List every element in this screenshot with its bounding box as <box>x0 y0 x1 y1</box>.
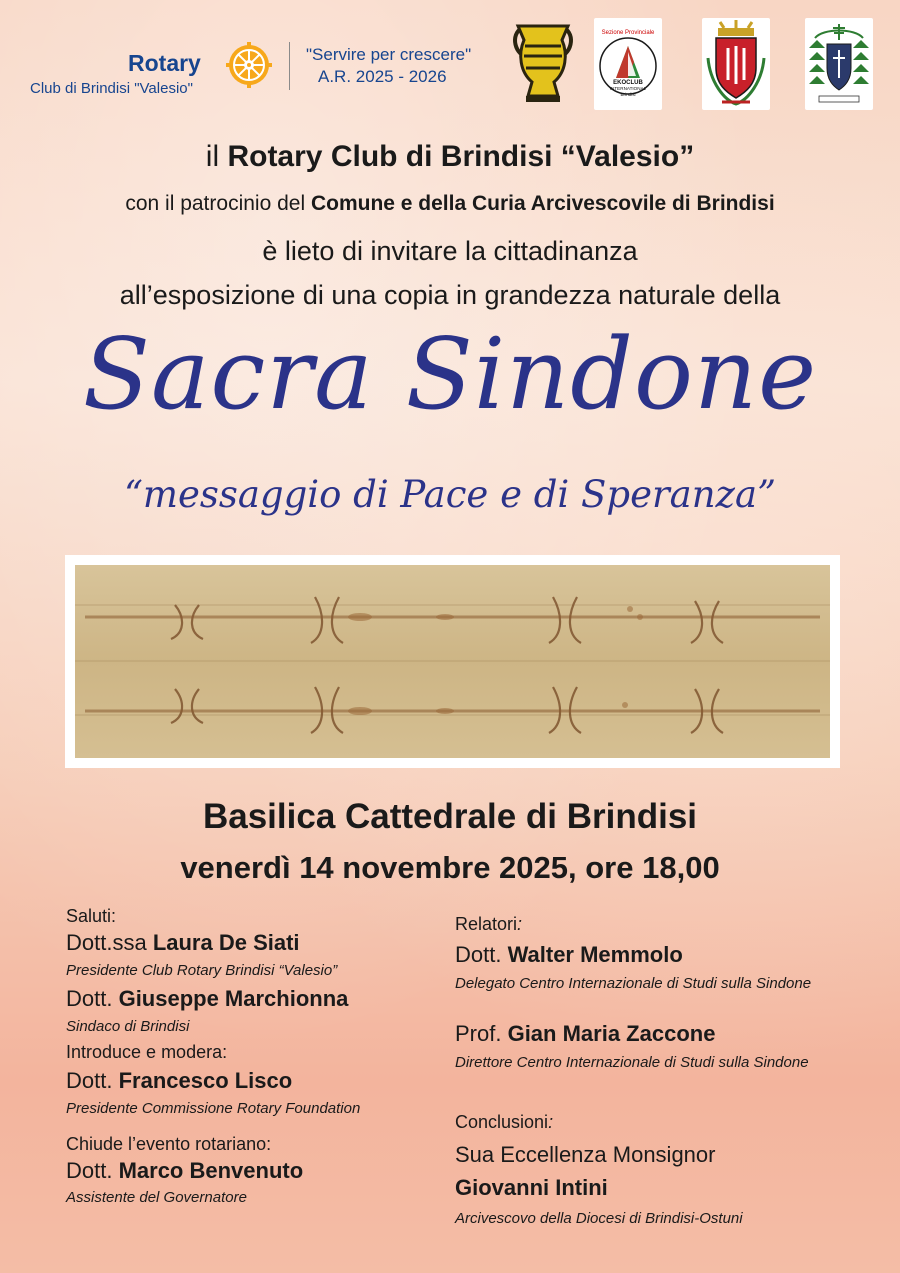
intro-line-2 <box>0 192 900 216</box>
rotary-club-name: Club di Brindisi "Valesio" <box>30 80 193 97</box>
speaker-2 <box>66 986 348 1012</box>
event-title: Sacra Sindone <box>82 318 818 432</box>
conclusioni-name <box>455 1175 608 1201</box>
ekoclub-text-1: Sezione Provinciale <box>601 30 655 36</box>
conclusioni-colon: : <box>548 1112 554 1132</box>
speaker-4-title: Dott. <box>66 1158 119 1183</box>
speaker-1-name: Laura De Siati <box>152 930 300 955</box>
relatore-2-role: Direttore Centro Internazionale di Studi sulla Sindone <box>455 1054 809 1071</box>
ekoclub-text-4: Brindisi <box>620 92 636 97</box>
relatore-1 <box>455 942 683 968</box>
speaker-2-role: Sindaco di Brindisi <box>66 1018 190 1035</box>
speaker-3-role: Presidente Commissione Rotary Foundation <box>66 1100 361 1117</box>
relatori-text: Relatori <box>455 914 518 934</box>
speaker-1 <box>66 930 300 956</box>
relatore-2 <box>455 1021 715 1047</box>
event-subtitle: “messaggio di Pace e di Speranza” <box>123 473 777 516</box>
intro-line-2-prefix: con il patrocinio del <box>125 192 311 215</box>
relatore-1-title: Dott. <box>455 942 508 967</box>
relatore-1-name: Walter Memmolo <box>507 942 683 967</box>
conclusioni-text: Conclusioni <box>455 1112 549 1132</box>
speaker-2-title: Dott. <box>66 986 119 1011</box>
relatori-colon: : <box>517 914 523 934</box>
shroud-image <box>75 565 830 758</box>
rotary-name: Rotary <box>128 50 201 76</box>
saluti-label: Saluti: <box>66 906 117 926</box>
patronage: Comune e della Curia Arcivescovile di Brindisi <box>310 192 775 215</box>
speaker-3 <box>66 1068 292 1094</box>
motto-line-2: A.R. 2025 - 2026 <box>318 67 447 86</box>
intro-line-3: è lieto di invitare la cittadinanza <box>262 236 638 266</box>
amphora-icon <box>508 16 578 106</box>
speaker-3-title: Dott. <box>66 1068 119 1093</box>
relatori-label <box>455 914 522 935</box>
intro-line-1 <box>0 140 900 174</box>
curia-coat-of-arms <box>805 18 873 110</box>
motto-line-1: "Servire per crescere" <box>306 45 472 64</box>
conclusioni-title: Sua Eccellenza Monsignor <box>455 1142 716 1167</box>
ekoclub-text-2: EKOCLUB <box>613 80 643 86</box>
comune-coat-of-arms <box>702 18 770 110</box>
ekoclub-logo <box>594 18 662 110</box>
conclusioni-role: Arcivescovo della Diocesi di Brindisi-Ostuni <box>455 1210 743 1227</box>
intro-line-4: all’esposizione di una copia in grandezza naturale della <box>119 280 781 310</box>
motto <box>306 44 471 88</box>
conclusioni-name-text: Giovanni Intini <box>455 1175 608 1200</box>
speaker-1-role: Presidente Club Rotary Brindisi “Valesio” <box>66 962 338 979</box>
organizer-name: Rotary Club di Brindisi “Valesio” <box>227 140 695 173</box>
event-date: venerdì 14 novembre 2025, ore 18,00 <box>180 850 720 885</box>
speaker-2-name: Giuseppe Marchionna <box>118 986 349 1011</box>
speaker-4-name: Marco Benvenuto <box>118 1158 304 1183</box>
speaker-1-title: Dott.ssa <box>66 930 153 955</box>
relatore-2-name: Gian Maria Zaccone <box>507 1021 716 1046</box>
intro-line-1-prefix: il <box>205 140 228 173</box>
ekoclub-text-3: INTERNATIONAL <box>609 86 647 91</box>
conclusioni-label <box>455 1112 553 1133</box>
header-divider <box>289 42 290 90</box>
rotary-wheel-icon <box>226 42 272 88</box>
venue: Basilica Cattedrale di Brindisi <box>202 797 698 836</box>
introduce-label: Introduce e modera: <box>66 1042 228 1062</box>
speaker-4-role: Assistente del Governatore <box>66 1189 247 1206</box>
relatore-2-title: Prof. <box>455 1021 508 1046</box>
relatore-1-role: Delegato Centro Internazionale di Studi sulla Sindone <box>455 975 812 992</box>
speaker-4 <box>66 1158 303 1184</box>
speaker-3-name: Francesco Lisco <box>118 1068 293 1093</box>
chiude-label: Chiude l’evento rotariano: <box>66 1134 272 1154</box>
